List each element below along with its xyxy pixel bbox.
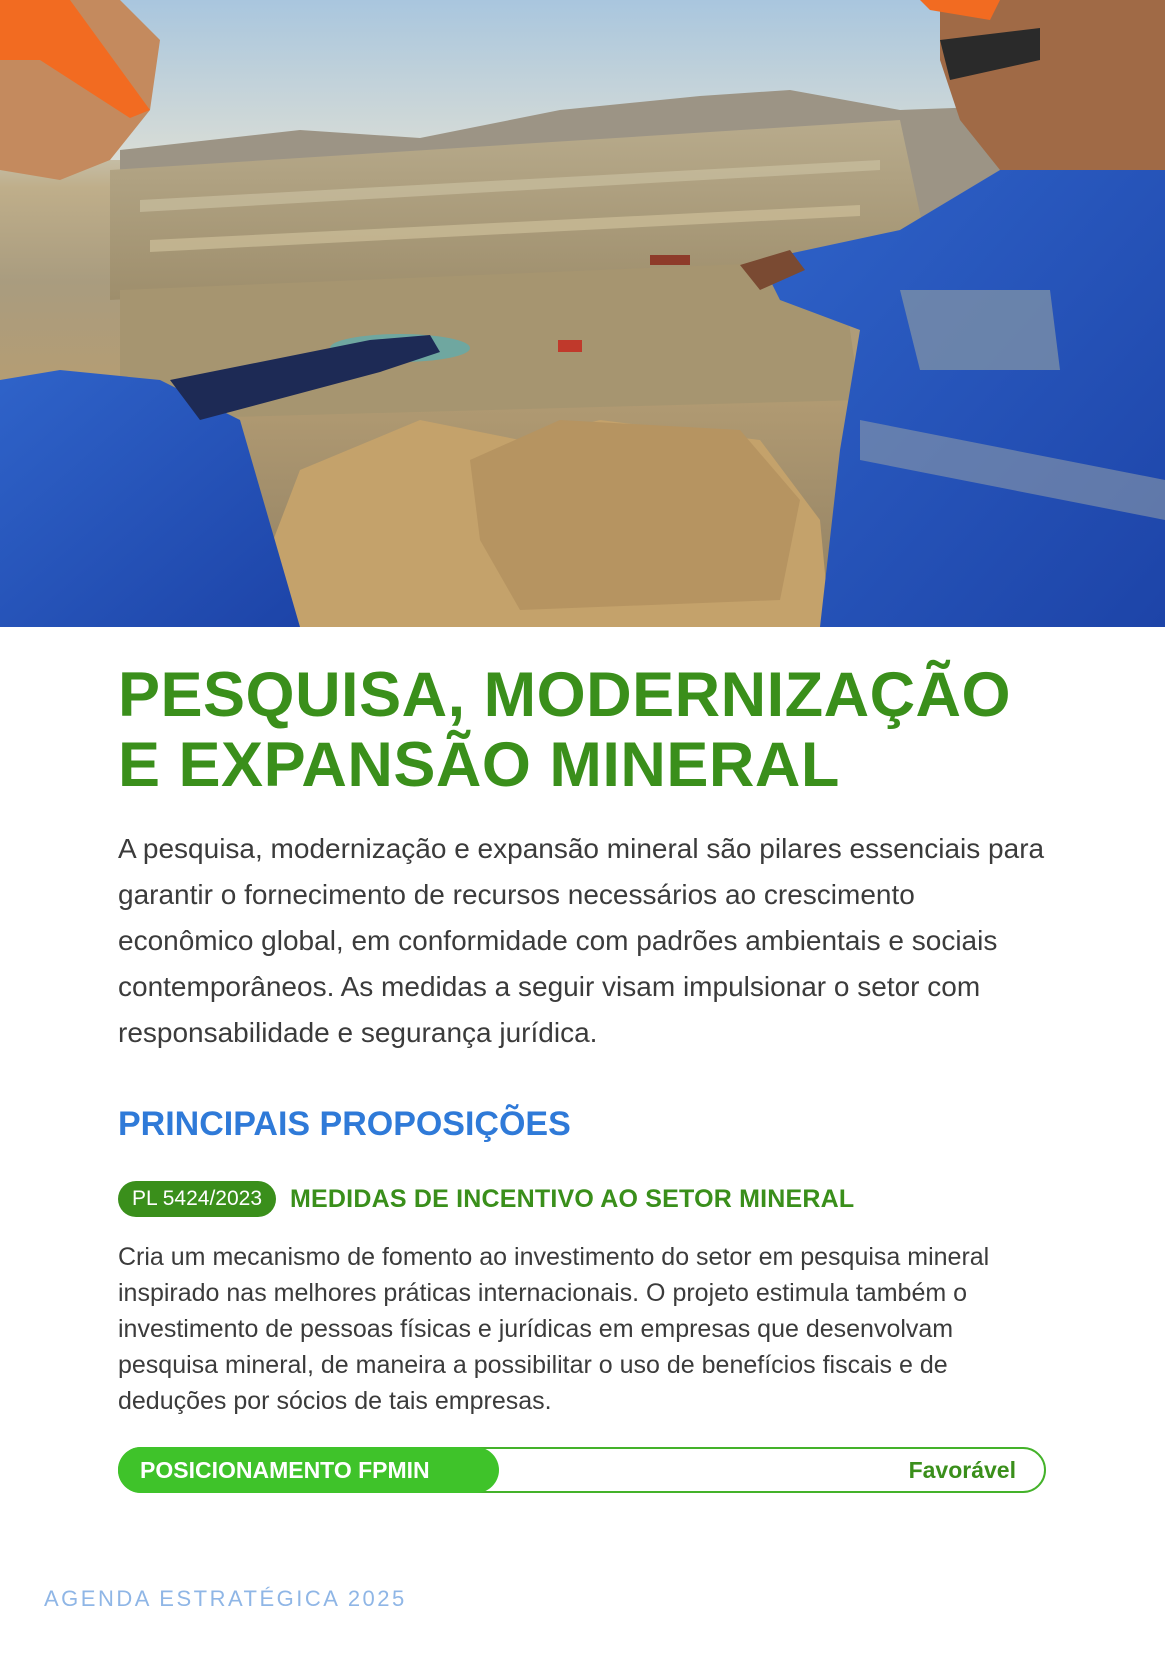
intro-paragraph: A pesquisa, modernização e expansão mineral são pilares essenciais para garantir o fornecimento de recursos necessários ao crescimento econômico global, em conformidade com padrões ambientais e sociais contemporâneos. As medidas a seguir visam impulsionar o setor com responsabilidade e segurança jurídica.	[118, 833, 1045, 1048]
content	[118, 660, 1048, 1493]
position-bar	[118, 1447, 1046, 1493]
footer-text: AGENDA ESTRATÉGICA 2025	[44, 1586, 407, 1611]
section-title: PRINCIPAIS PROPOSIÇÕES	[118, 1105, 571, 1143]
proposition-header	[118, 1181, 1048, 1217]
page-title-line-1: PESQUISA, MODERNIZAÇÃO	[118, 660, 1012, 730]
mining-pit-illustration	[0, 0, 1165, 627]
proposition-description: Cria um mecanismo de fomento ao investimento do setor em pesquisa mineral inspirado nas melhores práticas internacionais. O projeto estimula também o investimento de pessoas físicas e jurídicas em empresas que desenvolvam pesquisa mineral, de maneira a possibilitar o uso de benefícios fiscais e de deduções por sócios de tais empresas.	[118, 1243, 990, 1415]
position-value: Favorável	[908, 1457, 1016, 1483]
bill-code-badge: PL 5424/2023	[118, 1181, 276, 1217]
page-title-line-2: E EXPANSÃO MINERAL	[118, 730, 840, 800]
page-title	[118, 660, 1048, 800]
hero-photo	[0, 0, 1165, 627]
proposition-title: MEDIDAS DE INCENTIVO AO SETOR MINERAL	[290, 1184, 855, 1213]
position-label: POSICIONAMENTO FPMIN	[118, 1447, 499, 1493]
